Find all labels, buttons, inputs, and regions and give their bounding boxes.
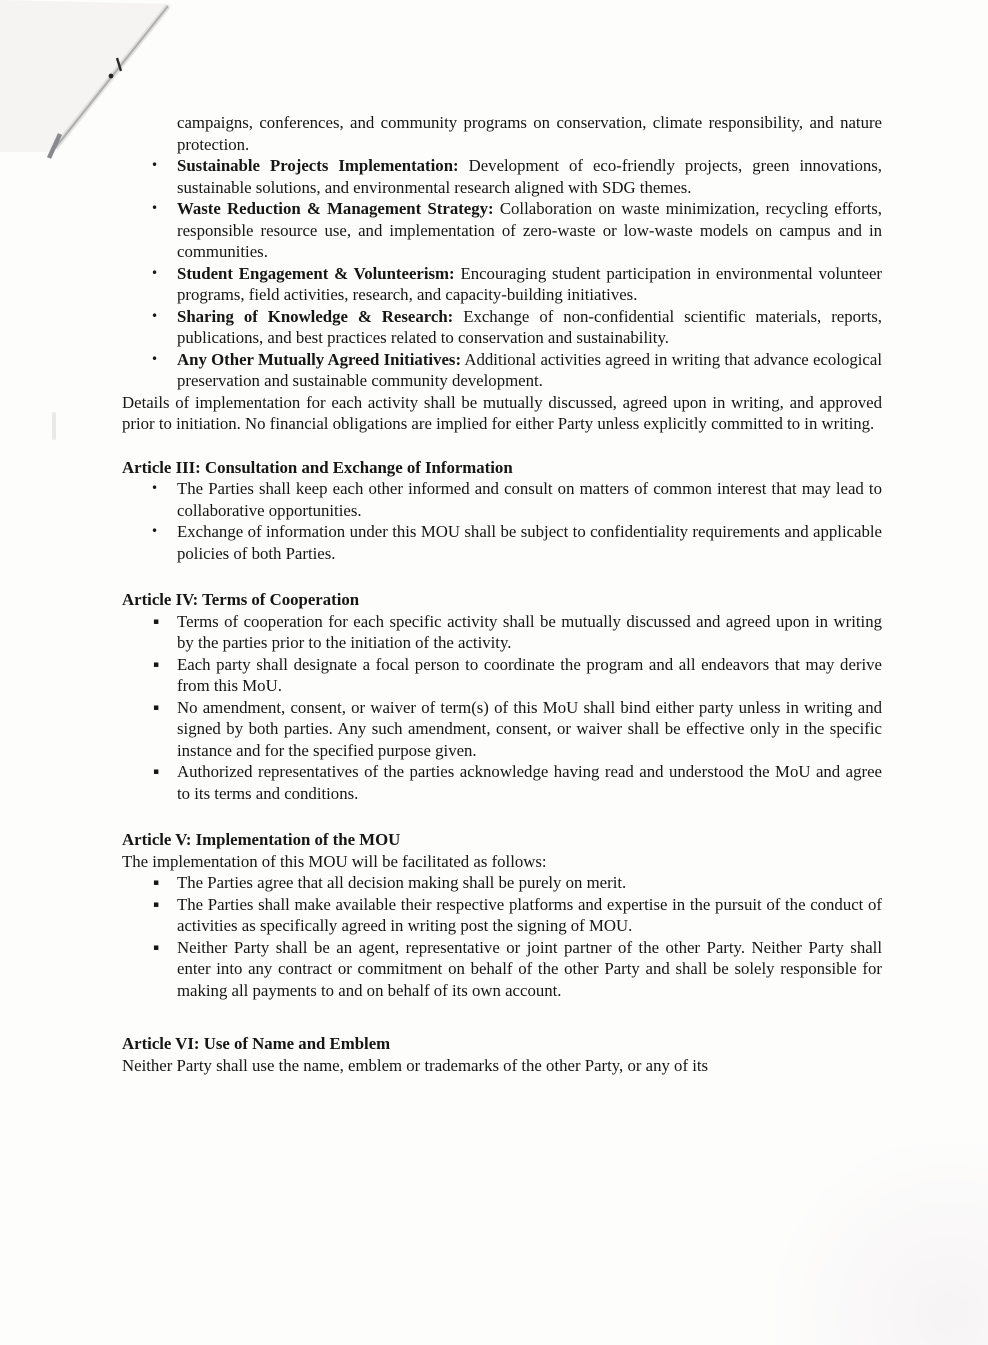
pen-dot-icon	[109, 74, 114, 79]
bullet-text: No amendment, consent, or waiver of term(s) of this MoU shall bind either party unless in writing and signed by both parties. Any such amendment, consent, or waiver shall be effective only in the specific instance and for the specified purpose given.	[177, 697, 882, 760]
activity-text: Collaboration on waste minimization, recycling efforts, responsible resource use, and implementation of zero-waste or low-waste models on campus and in communities.	[177, 199, 882, 261]
bullet-text: The Parties agree that all decision making shall be purely on merit.	[177, 873, 627, 892]
square-bullet-icon: ▪	[153, 878, 160, 888]
bullet-icon: •	[151, 308, 159, 323]
bullet-icon: •	[151, 524, 159, 538]
article-3-list	[122, 478, 882, 564]
list-item	[122, 263, 882, 306]
list-item	[122, 155, 882, 198]
list-item	[122, 478, 882, 521]
list-item	[122, 306, 882, 349]
list-item	[122, 894, 882, 937]
activity-label: Any Other Mutually Agreed Initiatives:	[177, 349, 462, 369]
bullet-text: Terms of cooperation for each specific activity shall be mutually discussed and agreed upon in writing by the parties prior to the initiation of the activity.	[177, 611, 882, 652]
document-body	[122, 112, 882, 1076]
article-5-heading: Article V: Implementation of the MOU	[122, 830, 401, 849]
square-bullet-icon: ▪	[153, 899, 160, 910]
activity-label: Sustainable Projects Implementation:	[177, 156, 459, 175]
list-item	[122, 349, 882, 392]
bullet-text: Exchange of information under this MOU shall be subject to confidentiality requirements and applicable policies of both Parties.	[177, 522, 882, 563]
list-item	[122, 697, 882, 762]
bullet-text: The Parties shall make available their respective platforms and expertise in the pursuit of the conduct of activities as specifically agreed in writing post the signing of MOU.	[177, 894, 882, 935]
article-6-lead: Neither Party shall use the name, emblem or trademarks of the other Party, or any of its	[122, 1055, 709, 1075]
bullet-text: Neither Party shall be an agent, representative or joint partner of the other Party. Neither Party shall enter into any contract or commitment on behalf of the other Party and shall be solely responsible for making all payments to and on behalf of its own account.	[177, 937, 882, 1000]
activity-text: Exchange of non-confidential scientific materials, reports, publications, and best practices related to conservation and sustainability.	[177, 306, 882, 347]
scan-noise-smudge	[728, 1145, 988, 1345]
list-item	[122, 198, 882, 263]
article-3-heading: Article III: Consultation and Exchange of Information	[122, 457, 513, 477]
activity-text: Development of eco-friendly projects, green innovations, sustainable solutions, and environmental research aligned with SDG themes.	[177, 156, 882, 197]
square-bullet-icon: ▪	[153, 659, 160, 670]
bullet-icon: •	[151, 481, 159, 495]
article-4-list	[122, 611, 882, 805]
activity-text: Encouraging student participation in environmental volunteer programs, field activities, research, and capacity-building initiatives.	[177, 263, 883, 304]
article-6-heading: Article VI: Use of Name and Emblem	[122, 1034, 391, 1053]
bullet-text: Each party shall designate a focal person to coordinate the program and all endeavors that may derive from this MoU.	[177, 654, 882, 695]
activity-label: Waste Reduction & Management Strategy:	[177, 199, 494, 218]
activity-text: Additional activities agreed in writing that advance ecological preservation and sustainable community development.	[177, 349, 882, 390]
list-item	[122, 521, 882, 564]
continuation-paragraph: campaigns, conferences, and community programs on conservation, climate responsibility, and nature protection.	[177, 113, 882, 154]
bullet-icon: •	[151, 351, 159, 366]
square-bullet-icon: ▪	[153, 942, 160, 953]
list-item	[122, 937, 882, 1002]
activity-label: Student Engagement & Volunteerism:	[177, 263, 455, 283]
article-5-list	[122, 872, 882, 1001]
square-bullet-icon: ▪	[153, 702, 160, 713]
square-bullet-icon: ▪	[153, 767, 160, 777]
bullet-icon: •	[151, 265, 159, 280]
list-item	[122, 611, 882, 654]
article-5-lead: The implementation of this MOU will be facilitated as follows:	[122, 851, 547, 871]
article-4-heading: Article IV: Terms of Cooperation	[122, 590, 360, 609]
bullet-text: The Parties shall keep each other informed and consult on matters of common interest that may lead to collaborative opportunities.	[177, 479, 882, 520]
closing-paragraph: Details of implementation for each activity shall be mutually discussed, agreed upon in writing, and approved prior to initiation. No financial obligations are implied for either Party unless explicitly committed to in writing.	[122, 392, 882, 433]
scanner-streak-artifact	[52, 412, 56, 440]
square-bullet-icon: ▪	[153, 616, 160, 627]
list-item	[122, 761, 882, 804]
list-item	[122, 872, 882, 894]
list-item	[122, 654, 882, 697]
bullet-text: Authorized representatives of the parties acknowledge having read and understood the MoU and agree to its terms and conditions.	[177, 762, 882, 803]
bullet-icon: •	[151, 201, 159, 215]
bullet-icon: •	[151, 158, 159, 172]
activity-label: Sharing of Knowledge & Research:	[177, 306, 454, 326]
activities-list	[122, 155, 882, 392]
